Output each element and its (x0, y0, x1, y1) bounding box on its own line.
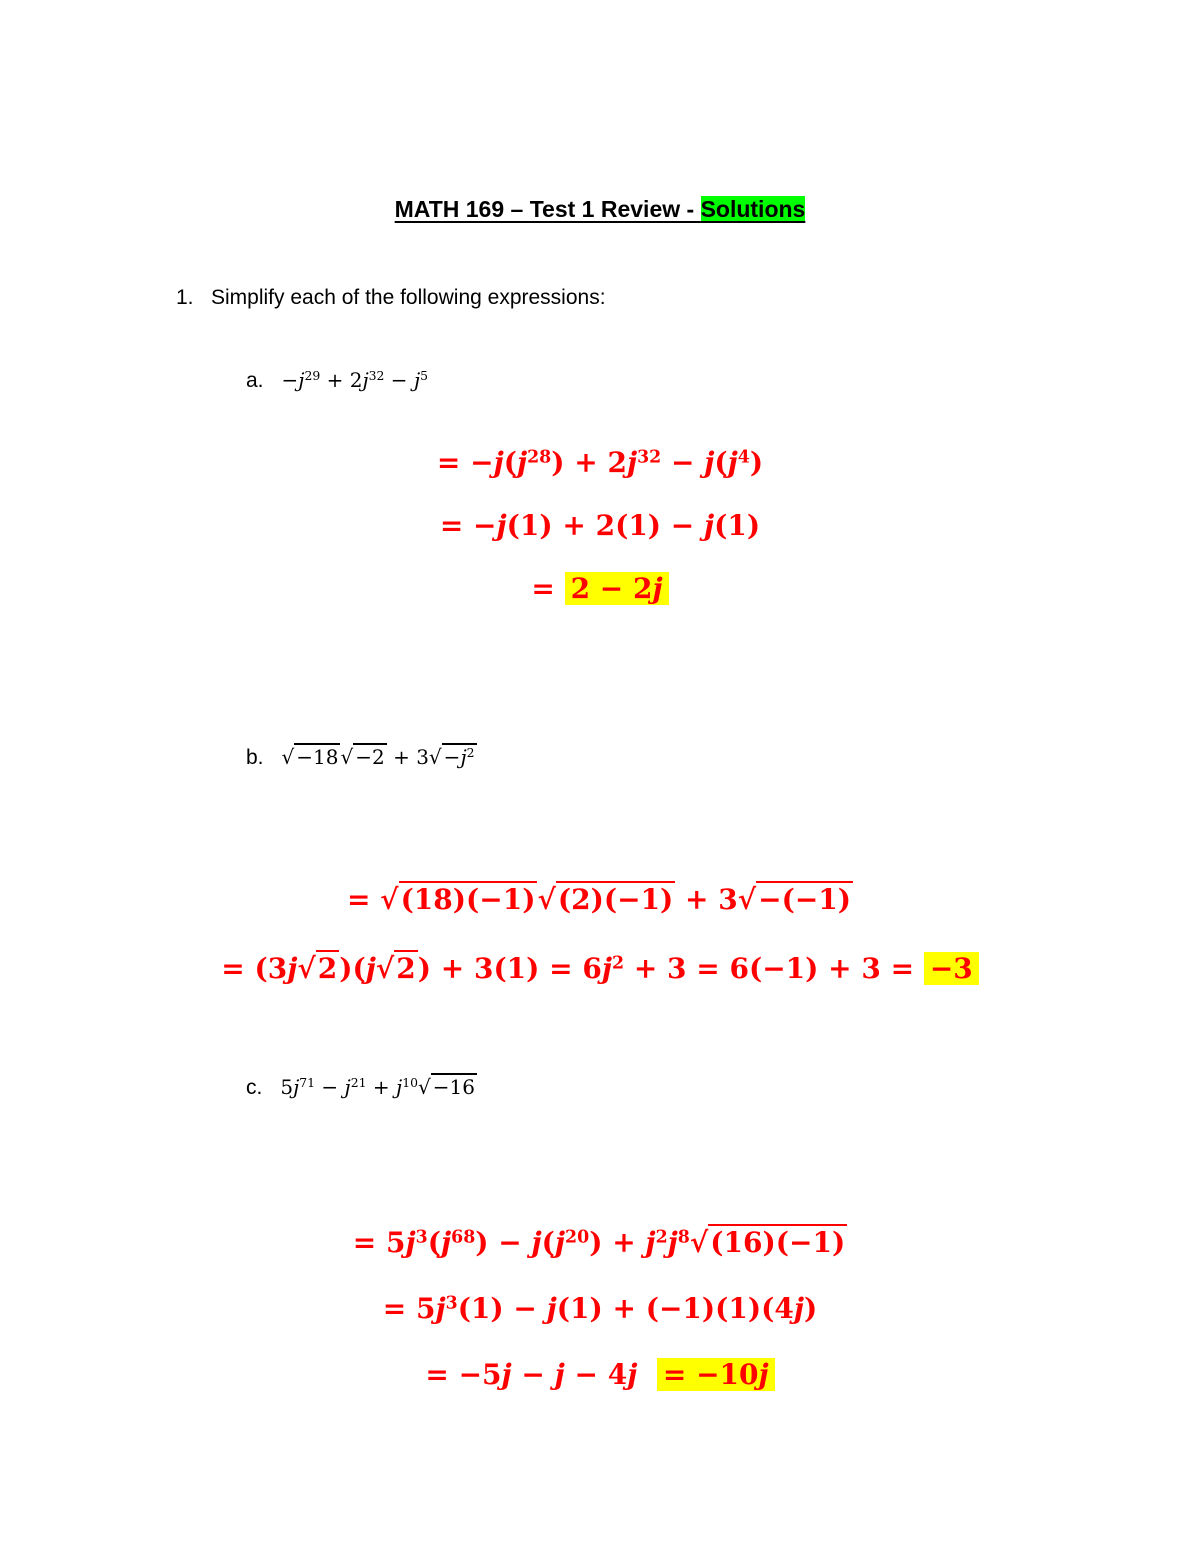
answer-b: −3 (924, 952, 979, 985)
page-title (0, 196, 1200, 223)
question-text: Simplify each of the following expressions: (211, 286, 606, 309)
title-text: MATH 169 – Test 1 Review - (394, 196, 701, 222)
solution-b-step-1: = √(18)(−1)√(2)(−1) + 3√−(−1) (346, 883, 852, 916)
problem-b: b. √ −18 √ $-2 + 3√ -j^2$ (246, 745, 475, 769)
solution-b-step-2: = $(3j√2)(j√2) + 3(1) = 6j^2 + 3 = 6(-1) + 3 = -3$ (0, 952, 1200, 985)
solution-c-step-1: = $5j^3(j^{68}) - j(j^{20}) + j^2j^8√(16)(-1)$ (352, 1226, 846, 1259)
solution-a-step-1: = $-j(j^{28}) + 2j^{32} - j(j^4)$ (436, 446, 764, 479)
solution-c-step-3: = −5j − j − 4j = −10j (0, 1358, 1200, 1391)
problem-a: a. $-j^{29} + 2j^{32} - j^5$ (246, 368, 429, 392)
solution-a-step-3: = 2 − 2j (0, 572, 1200, 605)
part-label-c: c. (246, 1076, 263, 1099)
part-label-b: b. (246, 746, 264, 769)
question-number: 1. (176, 286, 194, 309)
solution-a-step-2: = −j(1) + 2(1) − j(1) (439, 509, 761, 542)
part-label-a: a. (246, 369, 264, 392)
title-highlight: Solutions (700, 196, 806, 222)
problem-c: c. $5j^{71} - j^{21} + j^{10}√ -16$ (246, 1075, 475, 1099)
solution-c-step-2: = $5j^3(1) - j(1) + (-1)(1)(4j)$ (382, 1292, 818, 1325)
answer-c: = −10j (657, 1358, 775, 1391)
answer-a: 2 − 2j (565, 572, 669, 605)
